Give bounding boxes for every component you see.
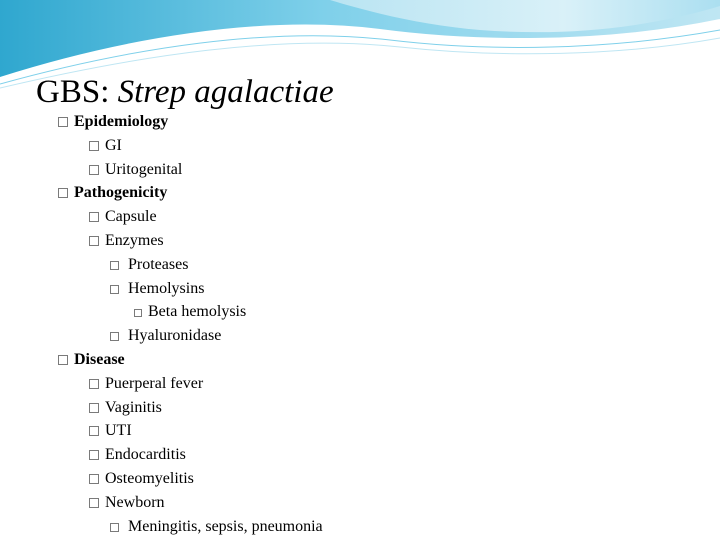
outline-item-label: Capsule [105, 208, 157, 226]
outline-item-label: Disease [74, 350, 125, 368]
outline-item [58, 300, 698, 324]
outline-item [58, 348, 698, 372]
outline-item-label: GI [105, 136, 122, 154]
outline-item [58, 205, 698, 229]
outline-item [58, 277, 698, 301]
outline-item-label: Puerperal fever [105, 374, 204, 392]
outline-item [58, 443, 698, 467]
square-bullet-icon [89, 450, 99, 460]
square-bullet-icon [89, 236, 99, 246]
outline-item [58, 491, 698, 515]
outline-item-label: Enzymes [105, 231, 164, 249]
outline-item-label: Osteomyelitis [105, 469, 194, 487]
square-bullet-icon [89, 165, 99, 175]
slide-title [36, 72, 334, 112]
outline-item-label: Vaginitis [105, 398, 162, 416]
outline-item-label: Meningitis, sepsis, pneumonia [128, 517, 323, 535]
outline-item [58, 419, 698, 443]
square-bullet-icon [110, 261, 119, 270]
square-bullet-icon [58, 188, 68, 198]
outline-item [58, 515, 698, 539]
square-bullet-icon [89, 379, 99, 389]
slide-title-italic: Strep agalactiae [117, 74, 334, 110]
square-bullet-icon [110, 523, 119, 532]
outline-item [58, 467, 698, 491]
square-bullet-icon [89, 212, 99, 222]
outline-item [58, 253, 698, 277]
outline-item [58, 134, 698, 158]
square-bullet-icon [110, 285, 119, 294]
square-bullet-icon [58, 117, 68, 127]
outline-item [58, 324, 698, 348]
outline-item-label: Hyaluronidase [128, 327, 222, 345]
square-bullet-icon [58, 355, 68, 365]
square-bullet-icon [89, 403, 99, 413]
outline-item-label: Beta hemolysis [148, 303, 247, 321]
outline-item-label: Epidemiology [74, 113, 169, 130]
square-bullet-icon [89, 498, 99, 508]
outline-item-label: Endocarditis [105, 446, 186, 464]
outline-item [58, 229, 698, 253]
square-bullet-icon [89, 426, 99, 436]
outline-item [58, 372, 698, 396]
square-bullet-icon [89, 474, 99, 484]
square-bullet-icon [134, 309, 142, 317]
outline-item-label: Uritogenital [105, 160, 183, 178]
outline-item [58, 396, 698, 420]
square-bullet-icon [89, 141, 99, 151]
outline-item [58, 158, 698, 182]
outline-item-label: UTI [105, 422, 132, 440]
outline-item-label: Pathogenicity [74, 184, 168, 202]
outline-item-label: Proteases [128, 255, 189, 273]
outline-item-label: Newborn [105, 493, 165, 511]
slide-title-plain: GBS: [36, 74, 118, 110]
outline-item-label: Hemolysins [128, 279, 205, 297]
bullet-outline [58, 110, 698, 538]
outline-item [58, 181, 698, 205]
square-bullet-icon [110, 332, 119, 341]
outline-item [58, 110, 698, 134]
